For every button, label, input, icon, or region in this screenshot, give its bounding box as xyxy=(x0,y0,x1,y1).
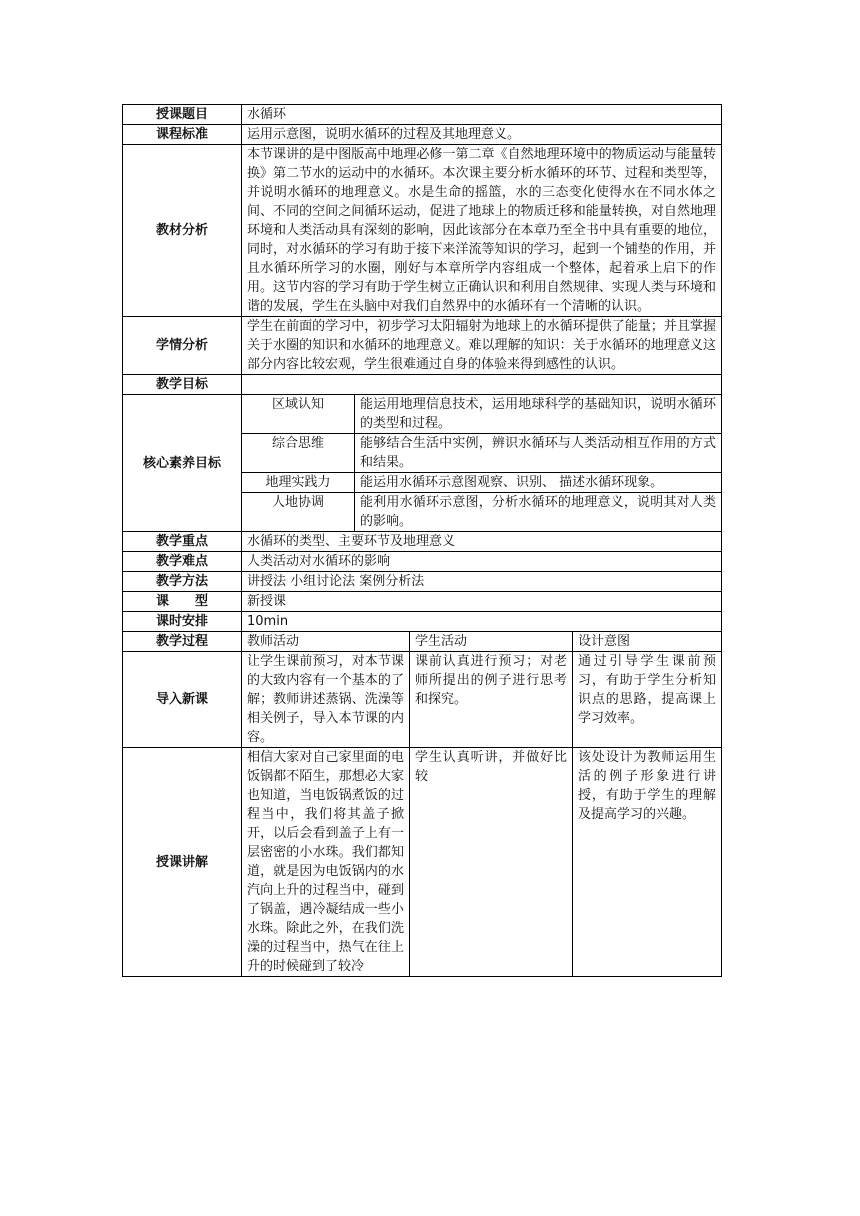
standard-value: 运用示意图，说明水循环的过程及其地理意义。 xyxy=(242,125,722,145)
textbook-analysis-value: 本节课讲的是中图版高中地理必修一第二章《自然地理环境中的物质运动与能量转换》第二节水的运动中的水循环。本次课主要分析水循环的环节、过程和类型等，并说明水循环的地理意义。水是生命的摇篮，水的三态变化使得水在不同水体之间、不同的空间之间循环运动，促进了地球上的物质迁移和能量转换，对自然地理环境和人类活动具有深刻的影响，因此该部分在本章乃至全书中具有重要的地位，同时，对水循环的学习有助于接下来洋流等知识的学习，起到一个铺垫的作用，并且水循环所学习的水圈，刚好与本章所学内容组成一个整体，起着承上启下的作用。这节内容的学习有助于学生树立正确认识和利用自然规律、实现人类与环境和谐的发展，学生在头脑中对我们自然界中的水循环有一个清晰的认识。 xyxy=(242,145,722,317)
schedule-value: 10min xyxy=(242,612,722,632)
student-activity-header: 学生活动 xyxy=(410,632,573,652)
lesson-type-label: 课 型 xyxy=(123,592,242,612)
row-stage-lecture xyxy=(123,748,722,977)
learner-analysis-label: 学情分析 xyxy=(123,317,242,375)
method-value: 讲授法 小组讨论法 案例分析法 xyxy=(242,572,722,592)
core-item-desc: 能够结合生活中实例，辨识水循环与人类活动相互作用的方式和结果。 xyxy=(355,434,722,473)
difficulty-value: 人类活动对水循环的影响 xyxy=(242,552,722,572)
row-core-literacy-1 xyxy=(123,395,722,434)
teacher-activity: 让学生课前预习，对本节课的大致内容有一个基本的了解；教师讲述蒸锅、洗澡等相关例子，导入本节课的内容。 xyxy=(242,652,410,748)
core-item-name: 人地协调 xyxy=(242,493,355,532)
key-points-value: 水循环的类型、主要环节及地理意义 xyxy=(242,532,722,552)
teaching-goals-label: 教学目标 xyxy=(123,375,242,395)
lesson-type-value: 新授课 xyxy=(242,592,722,612)
row-teaching-goals xyxy=(123,375,722,395)
row-difficulty xyxy=(123,552,722,572)
design-intent-header: 设计意图 xyxy=(573,632,722,652)
core-item-desc: 能运用水循环示意图观察、识别、 描述水循环现象。 xyxy=(355,473,722,493)
process-label: 教学过程 xyxy=(123,632,242,652)
teaching-goals-value xyxy=(242,375,722,395)
row-stage-intro xyxy=(123,652,722,748)
row-lesson-type xyxy=(123,592,722,612)
teacher-activity-header: 教师活动 xyxy=(242,632,410,652)
row-learner-analysis xyxy=(123,317,722,375)
core-item-desc: 能利用水循环示意图，分析水循环的地理意义，说明其对人类的影响。 xyxy=(355,493,722,532)
row-standard xyxy=(123,125,722,145)
schedule-label: 课时安排 xyxy=(123,612,242,632)
row-method xyxy=(123,572,722,592)
learner-analysis-value: 学生在前面的学习中，初步学习太阳辐射为地球上的水循环提供了能量；并且掌握关于水圈的知识和水循环的地理意义。难以理解的知识：关于水循环的地理意义这部分内容比较宏观，学生很难通过自身的体验来得到感性的认识。 xyxy=(242,317,722,375)
lesson-plan-table xyxy=(122,104,722,977)
design-intent: 通过引导学生课前预习，有助于学生分析知识点的思路，提高课上学习效率。 xyxy=(573,652,722,748)
student-activity: 学生认真听讲，并做好比较 xyxy=(410,748,573,977)
student-activity: 课前认真进行预习；对老师所提出的例子进行思考和探究。 xyxy=(410,652,573,748)
method-label: 教学方法 xyxy=(123,572,242,592)
textbook-analysis-label: 教材分析 xyxy=(123,145,242,317)
row-schedule xyxy=(123,612,722,632)
key-points-label: 教学重点 xyxy=(123,532,242,552)
teacher-activity: 相信大家对自己家里面的电饭锅都不陌生，那想必大家也知道，当电饭锅煮饭的过程当中，我们将其盖子掀开，以后会看到盖子上有一层密密的小水珠。我们都知道，就是因为电饭锅内的水汽向上升的过程当中，碰到了锅盖，遇冷凝结成一些小水珠。除此之外，在我们洗澡的过程当中，热气在往上升的时候碰到了较冷 xyxy=(242,748,410,977)
topic-label: 授课题目 xyxy=(123,105,242,125)
row-topic xyxy=(123,105,722,125)
core-item-desc: 能运用地理信息技术，运用地球科学的基础知识，说明水循环的类型和过程。 xyxy=(355,395,722,434)
topic-value: 水循环 xyxy=(242,105,722,125)
stage-label: 导入新课 xyxy=(123,652,242,748)
core-literacy-label: 核心素养目标 xyxy=(123,395,242,532)
core-item-name: 区域认知 xyxy=(242,395,355,434)
row-textbook-analysis xyxy=(123,145,722,317)
difficulty-label: 教学难点 xyxy=(123,552,242,572)
stage-label: 授课讲解 xyxy=(123,748,242,977)
row-key-points xyxy=(123,532,722,552)
row-process-header xyxy=(123,632,722,652)
core-item-name: 综合思维 xyxy=(242,434,355,473)
design-intent: 该处设计为教师运用生活的例子形象进行讲授，有助于学生的理解及提高学习的兴趣。 xyxy=(573,748,722,977)
standard-label: 课程标准 xyxy=(123,125,242,145)
lesson-plan-document xyxy=(122,104,721,977)
core-item-name: 地理实践力 xyxy=(242,473,355,493)
